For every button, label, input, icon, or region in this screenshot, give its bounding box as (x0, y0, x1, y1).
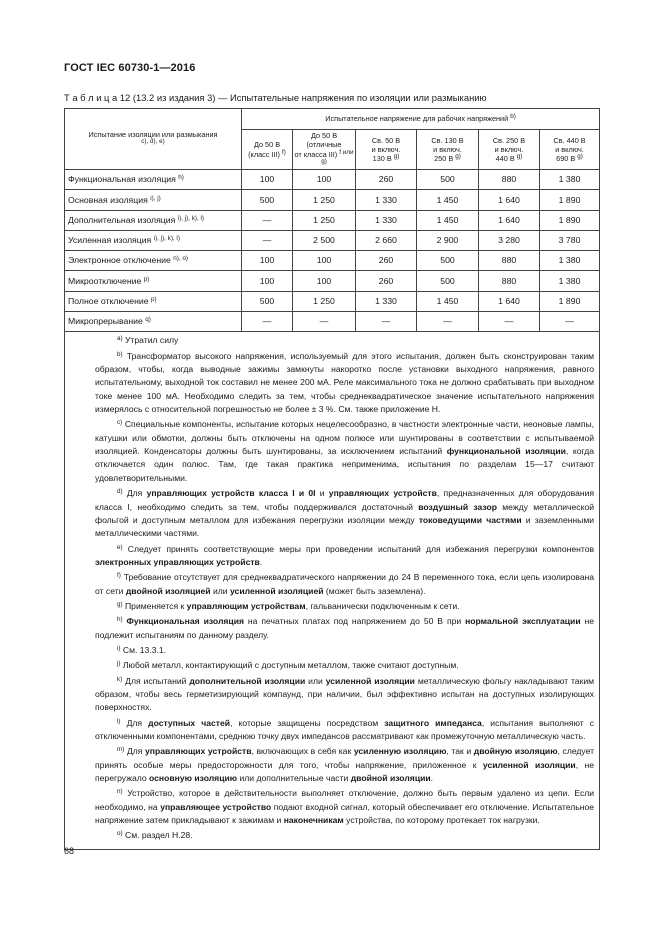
footnote-reference: d) (117, 488, 123, 496)
footnote-text: , следует принять особые меры предосторожности для того, чтобы напряжение, приложенное к (95, 746, 595, 770)
row-label (65, 230, 242, 250)
footnote-text: и заземленными металлическими частями. (95, 514, 595, 539)
footnote-term: наконечникам (283, 815, 344, 826)
table-cell-value: 1 330 (356, 190, 417, 210)
footnote-term: двойной изоляции (350, 773, 431, 784)
row-label (65, 312, 242, 332)
table-cell-value: — (242, 210, 293, 230)
row-label (65, 190, 242, 210)
footnote-text: , предназначенных для оборудования класса I, необходимо следить за тем, чтобы поддерживался достаточный (95, 488, 595, 512)
column-header-test-type (65, 109, 242, 170)
row-label-text: Функциональная изоляция (68, 174, 176, 185)
table-cell-value: — (242, 312, 293, 332)
footnote-reference: p) (151, 295, 157, 303)
table-cell-value: 1 890 (540, 291, 600, 311)
footnote-text: . (259, 556, 263, 567)
row-label (65, 271, 242, 291)
row-label-text: Электронное отключение (68, 255, 171, 266)
footnote-reference: h) (117, 616, 123, 624)
column-header-line: 130 В (372, 154, 392, 164)
test-voltage-table-container (64, 108, 599, 850)
table-cell-value: 3 280 (479, 230, 540, 250)
table-cell-value: 100 (242, 251, 293, 271)
document-header: ГОСТ IEC 60730-1—2016 (64, 62, 196, 74)
footnote-text: или (305, 675, 326, 686)
footnote-reference: b) (117, 350, 123, 358)
footnote-text: не подлежит испытаниям по данному разделу. (95, 616, 595, 640)
footnote-text: и (315, 488, 329, 499)
table-cell-value: 2 900 (417, 230, 479, 250)
table-cell-value: 1 890 (540, 190, 600, 210)
column-header-line: и включ. (494, 144, 524, 154)
row-label-text: Основная изоляция (68, 194, 148, 205)
column-header-voltage-5 (479, 130, 540, 170)
table-cell-value: 1 250 (293, 291, 356, 311)
column-header-line: 690 В (556, 154, 576, 164)
table-cell-value: 1 640 (479, 291, 540, 311)
footnote-reference: g) (516, 153, 523, 161)
footnote-term: основную изоляцию (149, 773, 238, 784)
row-label-text: Дополнительная изоляция (68, 214, 176, 225)
footnote-term: усиленной изоляцией (229, 585, 324, 596)
table-cell-value: — (479, 312, 540, 332)
footnote-text: , которые защищены посредством (230, 717, 385, 728)
table-cell-value: 1 330 (356, 291, 417, 311)
column-group-header (242, 109, 600, 130)
footnote-text: устройства, по которому протекает ток нагрузки. (343, 815, 540, 826)
footnotes-cell (65, 332, 600, 849)
footnote-reference: n) (117, 788, 123, 796)
column-header-line: 250 В (434, 154, 454, 164)
footnote-text: Для испытаний (125, 675, 190, 686)
footnote-reference: m) (117, 746, 125, 754)
footnote (95, 644, 594, 657)
table-cell-value: — (417, 312, 479, 332)
footnote (95, 675, 594, 715)
footnote-text: Требование отсутствует для среднеквадратического напряжении до 24 В переменного тока, если цепь изолирована от сети (95, 572, 595, 596)
footnote-reference: c) (117, 419, 123, 427)
table-cell-value: — (242, 230, 293, 250)
table-cell-value: — (293, 312, 356, 332)
table-cell-value: 260 (356, 170, 417, 190)
table-cell-value: 3 780 (540, 230, 600, 250)
table-cell-value: 880 (479, 271, 540, 291)
footnote-text: См. раздел Н.28. (125, 830, 193, 841)
column-header-voltage-2 (293, 130, 356, 170)
footnote-reference: p) (143, 275, 150, 283)
footnote-text: Для (126, 746, 146, 757)
footnote-reference: i), j), k), l) (153, 235, 180, 243)
table-cell-value: 880 (479, 251, 540, 271)
row-label-text: Микроотключение (68, 275, 142, 286)
table-cell-value: 100 (242, 170, 293, 190)
table-cell-value: 1 640 (479, 210, 540, 230)
footnote-reference: e) (117, 543, 123, 551)
footnote (95, 487, 594, 540)
column-header-line: и включ. (555, 144, 584, 154)
footnote-term: управляющим устройствам (186, 600, 306, 611)
footnote-reference: f) (117, 572, 121, 580)
footnote (95, 745, 594, 785)
row-label (65, 251, 242, 271)
footnote-reference: i) (117, 644, 121, 652)
footnote-term: доступных частей (148, 717, 231, 728)
footnote-text: подают входной сигнал, который обеспечивает его отключение. Испытательное напряжение затем прикладывают к зажимам и (95, 801, 595, 826)
footnote-text: или (210, 585, 230, 596)
table-cell-value: 1 450 (417, 190, 479, 210)
page-number: 68 (64, 846, 75, 856)
footnote-text: Трансформатор высокого напряжения, используемый для этого испытания, должен быть сконструирован таким образом, чтобы, когда выводные зажимы замкнуты накоротко после установки выходного напряжения, равного испытательному, выходной ток составил не менее 200 мА. Реле максимального тока не должно срабатывать при выходном токе менее 100 мА. Необходимо следить за тем, чтобы среднеквадратическое значение испытательного напряжения измерялось с относительной погрешностью не более ± 3 %. См. также приложение Н. (95, 350, 595, 415)
footnote-text: , не перегружало (95, 759, 595, 784)
table-caption-label: Т а б л и ц а (64, 92, 118, 103)
footnote-term: воздушный зазор (418, 501, 497, 512)
table-row (65, 170, 600, 190)
column-header-line: и включ. (371, 144, 401, 154)
footnote (95, 717, 594, 744)
column-header-line: 440 В (495, 154, 515, 164)
footnote-reference: a) (117, 335, 123, 343)
column-header-voltage-4 (417, 130, 479, 170)
footnote-text: , испытания выполняют с отключенными компонентами, среднюю точку двух импедансов рассматривают как промежуточную металлическую часть. (95, 717, 595, 741)
table-cell-value: 1 380 (540, 170, 600, 190)
table-cell-value: 1 890 (540, 210, 600, 230)
table-cell-value: 260 (356, 251, 417, 271)
footnote-reference: h) (178, 174, 184, 182)
footnote-reference: f или g) (321, 148, 354, 165)
footnote-reference: i), j) (150, 194, 161, 202)
table-cell-value: 1 640 (479, 190, 540, 210)
footnote (95, 350, 594, 417)
footnote-text: Для (126, 488, 147, 499)
footnote-reference: c), d), e) (141, 138, 165, 145)
footnote (95, 600, 594, 613)
column-header-line: Св. 440 В (553, 135, 586, 145)
footnote-text: , гальванически подключенным к сети. (305, 600, 460, 611)
column-header-line: Св. 50 В (371, 135, 401, 145)
table-cell-value: 1 250 (293, 190, 356, 210)
table-cell-value: 1 380 (540, 271, 600, 291)
table-header-row (65, 109, 600, 130)
table-row (65, 210, 600, 230)
row-label-text: Усиленная изоляция (68, 235, 152, 246)
footnote-text: , включающих в себя как (251, 746, 354, 757)
column-header-line: (отличные (306, 140, 342, 150)
column-header-line: Св. 250 В (492, 135, 526, 145)
table-cell-value: 100 (293, 251, 356, 271)
footnote-term: дополнительной изоляции (189, 675, 306, 686)
table-cell-value: 500 (417, 271, 479, 291)
footnote-term: управляющих устройств (145, 746, 252, 757)
table-cell-value: — (356, 312, 417, 332)
footnote-term: усиленной изоляции (325, 675, 415, 686)
table-cell-value: 1 250 (293, 210, 356, 230)
table-cell-value: 500 (417, 251, 479, 271)
footnote-text: Следует принять соответствующие меры при проведении испытаний для избежания перегрузки компонентов (127, 543, 595, 554)
table-cell-value: 100 (242, 271, 293, 291)
table-cell-value: 1 450 (417, 291, 479, 311)
column-header-voltage-1 (242, 130, 293, 170)
footnote-term: электронных управляющих устройств (95, 556, 260, 567)
footnote-text: Устройство, которое в действительности выполняет отключение, должно быть первым удалено из цепи. Если необходимо, на (95, 788, 595, 812)
footnote-reference: l) (117, 717, 121, 725)
footnote-reference: o) (117, 830, 123, 838)
table-row (65, 291, 600, 311)
footnote-text: Для (126, 717, 149, 728)
footnote-text: или дополнительные части (237, 773, 351, 784)
footnote-term: управляющих устройств класса I и 0I (146, 488, 316, 499)
row-label-text: Микропрерывание (68, 316, 143, 327)
footnote-text: , когда отключается один полюс. Там, где такая практика неприменима, испытания по разделам 15—17 считают удовлетворительными. (95, 446, 595, 483)
footnote-reference: b) (510, 113, 516, 121)
footnote-text: (может быть заземлена). (323, 585, 426, 596)
footnote-term: управляющих устройств (328, 488, 437, 499)
table-cell-value: 100 (293, 271, 356, 291)
table-caption (64, 92, 487, 103)
footnote-term: усиленной изоляции (482, 759, 576, 770)
table-cell-value: 500 (242, 291, 293, 311)
footnote-reference: j) (117, 660, 121, 668)
footnote-reference: g) (455, 153, 461, 161)
footnote-term: токоведущими частями (418, 514, 522, 525)
footnote-text: между металлической фольгой и доступным металлом для избежания перегрузки изоляции между (95, 501, 595, 525)
footnote-text: Специальные компоненты, испытание которых нецелесообразно, в частности электронные части, неоновые лампы, катушки или обмотки, должны быть отключены на одном полюсе или шунтированы в соответствии с испытываемой изоляцией. Конденсаторы должны быть шунтированы, за исключением испытаний (95, 419, 595, 457)
table-row (65, 271, 600, 291)
table-cell-value: 500 (417, 170, 479, 190)
footnote-reference: k) (117, 675, 123, 683)
footnote-reference: i), j), k), l) (177, 214, 204, 222)
table-cell-value: 1 450 (417, 210, 479, 230)
table-cell-value: 1 380 (540, 251, 600, 271)
table-cell-value: 260 (356, 271, 417, 291)
footnote (95, 571, 594, 598)
footnote-reference: g) (393, 153, 400, 161)
column-header-line: До 50 В (253, 140, 281, 150)
footnote-term: двойной изоляцией (125, 585, 211, 596)
footnote-text: на печатных платах под напряжением до 50 В при (244, 616, 466, 627)
footnote-text: , так и (446, 746, 474, 757)
table-cell-value: 2 660 (356, 230, 417, 250)
test-voltage-table (64, 108, 600, 850)
footnote-term: нормальной эксплуатации (465, 616, 581, 627)
footnote (95, 659, 594, 672)
column-header-voltage-6 (540, 130, 600, 170)
footnote-term: усиленную изоляцию (353, 746, 447, 757)
column-header-line: Св. 130 В (431, 135, 464, 145)
table-cell-value: 1 330 (356, 210, 417, 230)
footnote-term: защитного импеданса (384, 717, 482, 728)
table-cell-value: 2 500 (293, 230, 356, 250)
column-header-line: До 50 В (310, 131, 338, 141)
footnote (95, 418, 594, 485)
footnote (95, 829, 594, 842)
column-group-header-text: Испытательное напряжение для рабочих напряжений (325, 114, 509, 124)
footnote-reference: q) (145, 316, 151, 324)
column-header-line: от класса III) (294, 149, 338, 159)
footnote (95, 543, 594, 570)
footnote-term: двойную изоляцию (473, 746, 558, 757)
table-cell-value: 100 (293, 170, 356, 190)
column-header-test-type-text: Испытание изоляции или размыкания (88, 129, 218, 139)
footnote-reference: n), o) (173, 255, 188, 263)
row-label-text: Полное отключение (68, 295, 149, 306)
table-notes-row (65, 332, 600, 849)
footnote-text: Любой металл, контактирующий с доступным металлом, также считают доступным. (122, 660, 459, 671)
footnote-text: . (430, 773, 434, 784)
footnote (95, 787, 594, 827)
footnote-reference: f) (282, 148, 286, 156)
column-header-voltage-3 (356, 130, 417, 170)
footnote-reference: g) (577, 153, 583, 161)
table-row (65, 251, 600, 271)
row-label (65, 170, 242, 190)
table-cell-value: — (540, 312, 600, 332)
footnote-term: управляющее устройство (160, 801, 272, 812)
footnote-text: См. 13.3.1. (122, 644, 167, 655)
table-row (65, 230, 600, 250)
footnote-term: Функциональная изоляция (126, 616, 244, 627)
table-row (65, 190, 600, 210)
column-header-line: и включ. (433, 144, 462, 154)
row-label (65, 291, 242, 311)
footnote (95, 334, 594, 347)
row-label (65, 210, 242, 230)
footnote (95, 615, 594, 642)
table-cell-value: 500 (242, 190, 293, 210)
table-cell-value: 880 (479, 170, 540, 190)
footnote-text: Утратил силу (125, 335, 179, 346)
footnote-text: Применяется к (125, 600, 187, 611)
footnote-term: функциональной изоляции (446, 446, 566, 457)
footnote-reference: g) (117, 600, 123, 608)
table-caption-text: 12 (13.2 из издания 3) — Испытательные напряжения по изоляции или размыканию (119, 92, 487, 103)
column-header-line: (класс III) (248, 149, 280, 159)
table-row (65, 312, 600, 332)
footnote-text: металлическую фольгу накладывают таким образом, чтобы весь герметизирующий компаунд, при наличии, был эффективно испытан на доступных изолирующих поверхностях. (95, 675, 595, 713)
